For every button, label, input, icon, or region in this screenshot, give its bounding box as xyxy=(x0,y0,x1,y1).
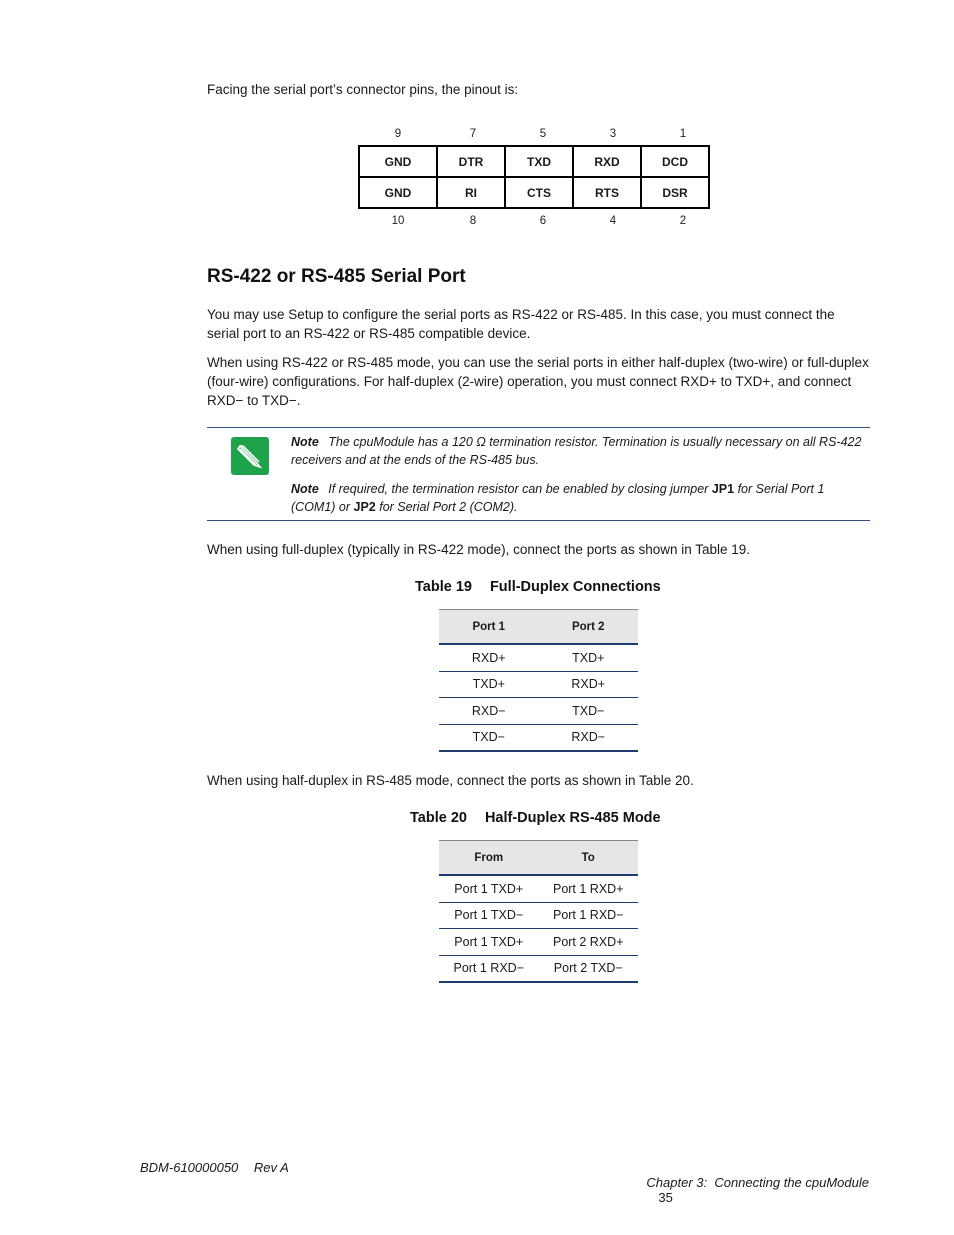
table19-caption xyxy=(415,579,661,595)
table-header-row xyxy=(439,841,638,876)
pin-number: 1 xyxy=(679,128,687,140)
section-paragraph: You may use Setup to configure the serial ports as RS-422 or RS-485. In this case, you must connect the serial port to an RS-422 or RS-485 compatible device. xyxy=(207,307,835,341)
pinout-row xyxy=(359,177,709,208)
table-cell: Port 2 TXD− xyxy=(539,955,639,982)
table-row xyxy=(439,724,638,751)
table-header: To xyxy=(539,841,639,876)
table-title: Full-Duplex Connections xyxy=(489,579,661,595)
jumper-label: JP2 xyxy=(353,500,376,514)
note-body: The cpuModule has a 120 Ω termination resistor. Termination is usually necessary on all RS-422 receivers and at the ends of the RS-485 bus. xyxy=(291,435,862,467)
table-header: Port 1 xyxy=(439,610,539,645)
table-cell: RXD− xyxy=(439,698,539,725)
table-number: Table 19 xyxy=(415,579,472,595)
pin-top-numbers xyxy=(358,128,719,140)
doc-id: BDM-610000050 xyxy=(140,1160,239,1175)
table-row xyxy=(439,698,638,725)
note-label: Note xyxy=(291,482,319,496)
table-cell: Port 2 RXD+ xyxy=(539,929,639,956)
table-cell: RXD+ xyxy=(539,671,639,698)
section-heading: RS-422 or RS-485 Serial Port xyxy=(207,266,466,287)
note-body: for Serial Port 2 (COM2). xyxy=(379,500,518,514)
pin-cell: TXD xyxy=(505,146,573,177)
pin-number: 8 xyxy=(469,215,477,227)
pin-number: 3 xyxy=(609,128,617,140)
table-cell: RXD+ xyxy=(439,644,539,671)
table-row xyxy=(439,875,638,902)
pin-number: 10 xyxy=(391,215,405,227)
pinout-row xyxy=(359,146,709,177)
pin-cell: RI xyxy=(437,177,505,208)
jumper-label: JP1 xyxy=(711,482,735,496)
table-cell: TXD− xyxy=(539,698,639,725)
pinout-table xyxy=(358,145,710,209)
pin-cell: DTR xyxy=(437,146,505,177)
table-cell: Port 1 TXD− xyxy=(439,902,539,929)
pin-number: 7 xyxy=(469,128,477,140)
table-cell: Port 1 TXD+ xyxy=(439,875,539,902)
table20 xyxy=(439,840,638,983)
pin-number: 5 xyxy=(539,128,547,140)
pin-number: 4 xyxy=(609,215,617,227)
table-cell: Port 1 RXD− xyxy=(439,955,539,982)
footer-left xyxy=(140,1160,289,1175)
pin-number: 6 xyxy=(539,215,547,227)
revision: Rev A xyxy=(253,1160,289,1175)
table-cell: RXD− xyxy=(539,724,639,751)
table20-caption xyxy=(410,810,661,826)
pin-number: 9 xyxy=(394,128,402,140)
pin-cell: RTS xyxy=(573,177,641,208)
table-row xyxy=(439,671,638,698)
footer-right xyxy=(639,1160,869,1205)
table-row xyxy=(439,902,638,929)
table-row xyxy=(439,644,638,671)
table-cell: TXD− xyxy=(439,724,539,751)
table-row xyxy=(439,955,638,982)
pencil-note-icon xyxy=(231,437,269,475)
section-paragraph: When using RS-422 or RS-485 mode, you can use the serial ports in either half-duplex (two-wire) or full-duplex (four-wire) configurations. For half-duplex (2-wire) operation, you must connect RXD+ to TXD+, and connect RXD− to TXD−. xyxy=(207,355,869,408)
note-body: If required, the termination resistor can be enabled by closing jumper xyxy=(328,482,709,496)
pin-cell: GND xyxy=(359,177,437,208)
pin-cell: GND xyxy=(359,146,437,177)
table-row xyxy=(439,929,638,956)
note-1 xyxy=(291,433,866,469)
chapter-title: Chapter 3: Connecting the cpuModule xyxy=(646,1175,869,1190)
pin-number: 2 xyxy=(679,215,687,227)
table-cell: TXD+ xyxy=(439,671,539,698)
table-cell: Port 1 TXD+ xyxy=(439,929,539,956)
table-number: Table 20 xyxy=(410,810,467,826)
pin-cell: DCD xyxy=(641,146,709,177)
table-header: From xyxy=(439,841,539,876)
table-cell: Port 1 RXD+ xyxy=(539,875,639,902)
intro-text: Facing the serial port’s connector pins, the pinout is: xyxy=(207,82,519,97)
pin-cell: CTS xyxy=(505,177,573,208)
table19 xyxy=(439,609,638,752)
page-number: 35 xyxy=(658,1190,673,1205)
pinout-diagram xyxy=(358,128,719,227)
pin-cell: DSR xyxy=(641,177,709,208)
table-header-row xyxy=(439,610,638,645)
pin-cell: RXD xyxy=(573,146,641,177)
full-duplex-intro: When using full-duplex (typically in RS-422 mode), connect the ports as shown in Table 19. xyxy=(207,542,751,557)
table-cell: Port 1 RXD− xyxy=(539,902,639,929)
table-cell: TXD+ xyxy=(539,644,639,671)
note-box xyxy=(207,427,870,521)
note-body: for Serial Port 1 (COM1) or xyxy=(291,482,825,514)
note-2 xyxy=(291,480,866,516)
half-duplex-intro: When using half-duplex in RS-485 mode, connect the ports as shown in Table 20. xyxy=(207,773,694,788)
note-label: Note xyxy=(291,435,319,449)
table-title: Half-Duplex RS-485 Mode xyxy=(484,810,661,826)
table-header: Port 2 xyxy=(539,610,639,645)
pin-bottom-numbers xyxy=(358,215,719,227)
